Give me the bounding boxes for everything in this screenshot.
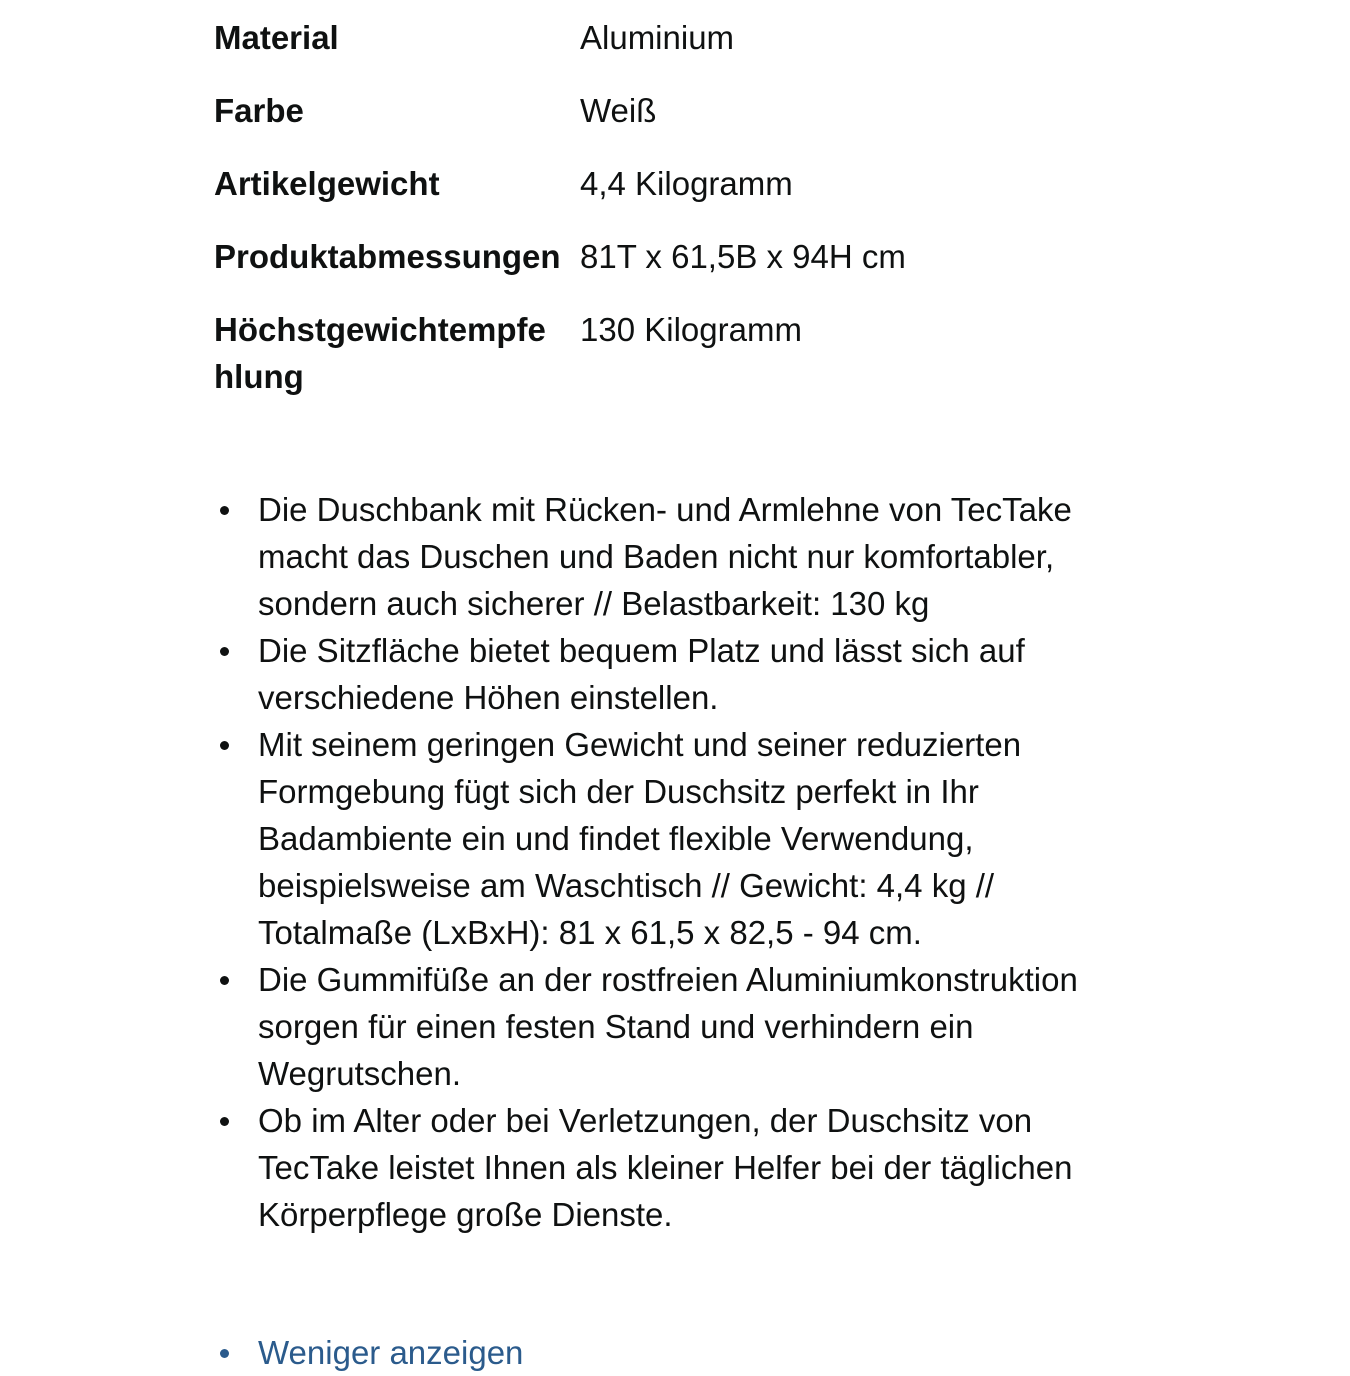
spec-label: Höchstgewichtempfehlung bbox=[214, 311, 546, 395]
bullet-icon bbox=[220, 976, 229, 985]
show-less-link[interactable]: Weniger anzeigen bbox=[258, 1334, 524, 1371]
spec-value: 4,4 Kilogramm bbox=[580, 165, 793, 202]
spec-value: 130 Kilogramm bbox=[580, 311, 802, 348]
list-item bbox=[214, 627, 1154, 721]
table-row bbox=[214, 233, 1174, 280]
bullet-icon bbox=[220, 647, 229, 656]
list-item-text: Die Duschbank mit Rücken- und Armlehne von TecTake macht das Duschen und Baden nicht nur komfortabler, sondern auch sicherer // Belastbarkeit: 130 kg bbox=[258, 491, 1072, 622]
bullet-icon bbox=[220, 1117, 229, 1126]
list-item bbox=[214, 721, 1154, 956]
spec-value: Aluminium bbox=[580, 19, 735, 56]
bullet-icon bbox=[220, 506, 229, 515]
list-item-text: Ob im Alter oder bei Verletzungen, der Duschsitz von TecTake leistet Ihnen als kleiner Helfer bei der täglichen Körperpflege große Dienste. bbox=[258, 1102, 1073, 1233]
spec-label: Farbe bbox=[214, 92, 304, 129]
list-item-text: Die Gummifüße an der rostfreien Aluminiumkonstruktion sorgen für einen festen Stand und verhindern ein Wegrutschen. bbox=[258, 961, 1078, 1092]
table-row bbox=[214, 160, 1174, 207]
feature-bullet-list bbox=[214, 486, 1154, 1238]
table-row bbox=[214, 14, 1174, 61]
show-less-item[interactable] bbox=[214, 1329, 1154, 1376]
spec-label: Produktabmessungen bbox=[214, 238, 561, 275]
bullet-icon bbox=[220, 741, 229, 750]
show-less-row[interactable] bbox=[214, 1329, 1154, 1371]
list-item bbox=[214, 486, 1154, 627]
spec-label: Artikelgewicht bbox=[214, 165, 440, 202]
list-item-text: Die Sitzfläche bietet bequem Platz und lässt sich auf verschiedene Höhen einstellen. bbox=[258, 632, 1025, 716]
table-row bbox=[214, 87, 1174, 134]
specification-table bbox=[214, 14, 1174, 426]
list-item bbox=[214, 1097, 1154, 1238]
list-item-text: Mit seinem geringen Gewicht und seiner reduzierten Formgebung fügt sich der Duschsitz perfekt in Ihr Badambiente ein und findet flexible Verwendung, beispielsweise am Waschtisch // Gewicht: 4,4 kg // Totalmaße (LxBxH): 81 x 61,5 x 82,5 - 94 cm. bbox=[258, 726, 1022, 951]
bullet-icon bbox=[220, 1349, 229, 1358]
spec-value: 81T x 61,5B x 94H cm bbox=[580, 238, 906, 275]
list-item bbox=[214, 956, 1154, 1097]
spec-label: Material bbox=[214, 19, 339, 56]
spec-value: Weiß bbox=[580, 92, 657, 129]
table-row bbox=[214, 306, 1174, 400]
